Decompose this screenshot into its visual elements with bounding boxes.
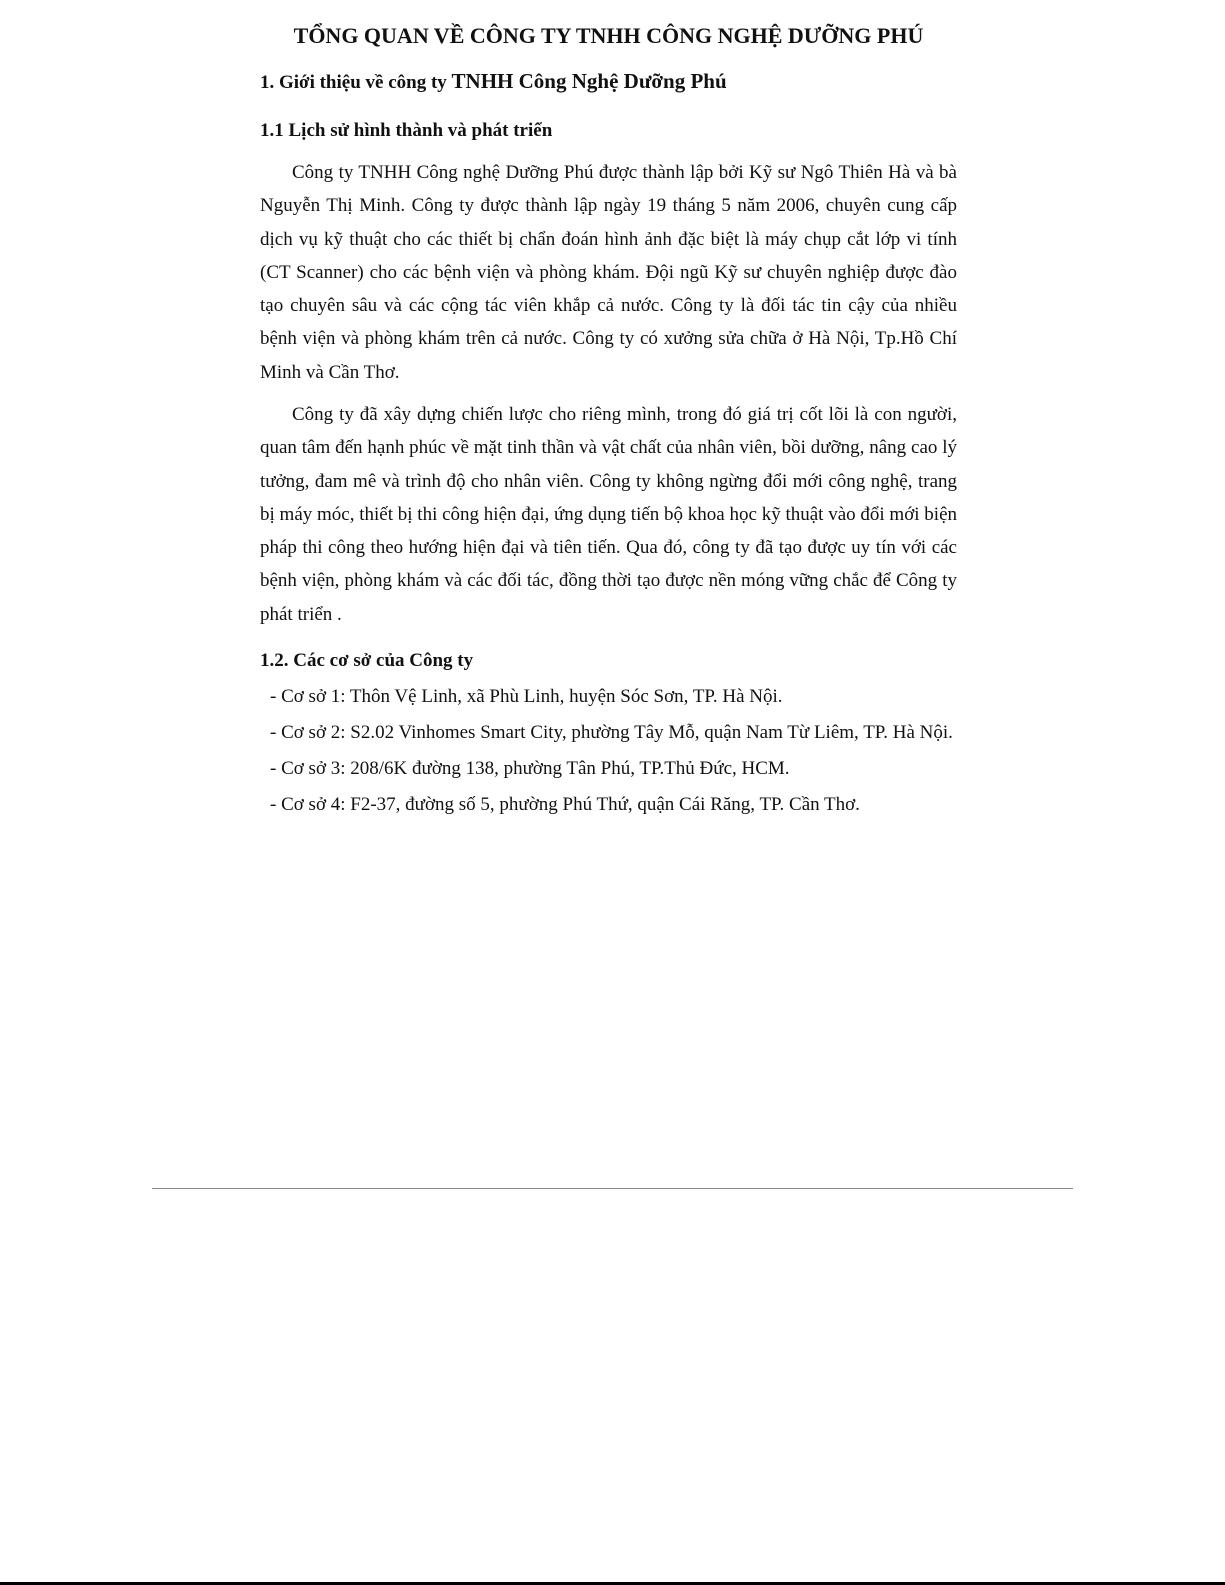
history-paragraph-2: Công ty đã xây dựng chiến lược cho riêng mình, trong đó giá trị cốt lõi là con người, quan tâm đến hạnh phúc về mặt tinh thần và vật chất của nhân viên, bồi dưỡng, nâng cao lý tưởng, đam mê và trình độ cho nhân viên. Công ty không ngừng đổi mới công nghệ, trang bị máy móc, thiết bị thi công hiện đại, ứng dụng tiến bộ khoa học kỹ thuật vào đổi mới biện pháp thi công theo hướng hiện đại và tiên tiến. Qua đó, công ty đã tạo được uy tín với các bệnh viện, phòng khám và các đối tác, đồng thời tạo được nền móng vững chắc để Công ty phát triển .	[260, 404, 957, 625]
facility-item-1: - Cơ sở 1: Thôn Vệ Linh, xã Phù Linh, huyện Sóc Sơn, TP. Hà Nội.	[270, 686, 783, 707]
section-1-1-heading: 1.1 Lịch sử hình thành và phát triển	[260, 120, 553, 141]
facility-item-3: - Cơ sở 3: 208/6K đường 138, phường Tân Phú, TP.Thủ Đức, HCM.	[270, 758, 790, 779]
section-1-prefix: 1. Giới thiệu về công ty	[260, 72, 452, 93]
facility-list	[270, 685, 960, 829]
section-1-2-heading: 1.2. Các cơ sở của Công ty	[260, 650, 474, 671]
section-1-company-name: TNHH Công Nghệ Dưỡng Phú	[451, 69, 727, 93]
page-divider	[152, 1188, 1073, 1189]
document-title: TỔNG QUAN VỀ CÔNG TY TNHH CÔNG NGHỆ DƯỠNG PHÚ	[293, 23, 924, 48]
facility-item-2: - Cơ sở 2: S2.02 Vinhomes Smart City, phường Tây Mỗ, quận Nam Từ Liêm, TP. Hà Nội.	[270, 722, 953, 743]
facility-item-4: - Cơ sở 4: F2-37, đường số 5, phường Phú Thứ, quận Cái Răng, TP. Cần Thơ.	[270, 794, 860, 815]
section-1-heading	[260, 68, 727, 96]
history-paragraph-1: Công ty TNHH Công nghệ Dưỡng Phú được thành lập bởi Kỹ sư Ngô Thiên Hà và bà Nguyễn Thị Minh. Công ty được thành lập ngày 19 tháng 5 năm 2006, chuyên cung cấp dịch vụ kỹ thuật cho các thiết bị chẩn đoán hình ảnh đặc biệt là máy chụp cắt lớp vi tính (CT Scanner) cho các bệnh viện và phòng khám. Đội ngũ Kỹ sư chuyên nghiệp được đào tạo chuyên sâu và các cộng tác viên khắp cả nước. Công ty là đối tác tin cậy của nhiều bệnh viện và phòng khám trên cả nước. Công ty có xưởng sửa chữa ở Hà Nội, Tp.Hồ Chí Minh và Cần Thơ.	[260, 162, 957, 383]
